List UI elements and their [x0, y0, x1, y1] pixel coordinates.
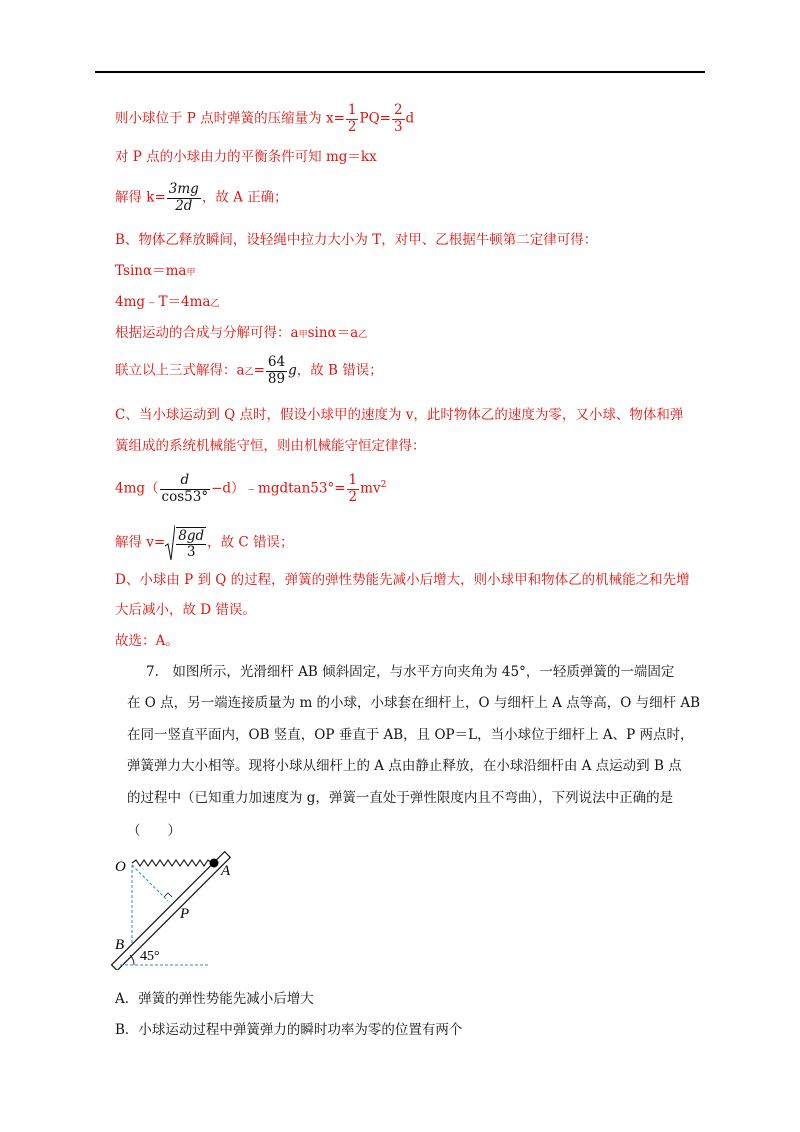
solution-line-9: C、当小球运动到 Q 点时，假设小球甲的速度为 v，此时物体乙的速度为零，又小球、物体和弹	[115, 407, 684, 423]
incline-figure	[110, 845, 240, 970]
text: ，故 A 正确；	[201, 189, 288, 206]
solution-line-12: 解得 v= $\frac{8gd}{3}$ ，故 C 错误；	[115, 524, 294, 562]
label-a: A	[221, 863, 231, 879]
label-b: B	[115, 937, 125, 953]
fraction: $\frac{2}{3}$	[393, 102, 403, 135]
spring	[132, 860, 212, 866]
solution-line-2: 对 P 点的小球由力的平衡条件可知 mg＝kx	[115, 149, 377, 165]
fraction: $\frac{d}{\cos 53^\circ}$	[161, 472, 209, 505]
ball	[210, 859, 219, 868]
option-a: A．弹簧的弹性势能先减小后增大	[115, 991, 314, 1007]
question-line-2: 在 O 点，另一端连接质量为 m 的小球，小球套在细杆上，O 与细杆上 A 点等高，O 与细杆 AB	[127, 695, 701, 711]
solution-line-14: 大后减小，故 D 错误。	[115, 602, 256, 618]
fraction: $\frac{64}{89}$	[267, 354, 286, 387]
fraction: $\frac{1}{2}$	[348, 472, 358, 505]
solution-line-5: Tsinα＝ma甲	[115, 263, 196, 279]
solution-line-4: B、物体乙释放瞬间，设轻绳中拉力大小为 T，对甲、乙根据牛顿第二定律可得：	[115, 232, 598, 248]
label-p: P	[180, 906, 190, 922]
solution-line-3	[115, 183, 288, 213]
rod	[112, 852, 231, 970]
text: 则小球位于 P 点时弹簧的压缩量为 x=	[115, 110, 345, 127]
question-line-4: 弹簧弹力大小相等。现将小球从细杆上的 A 点由静止释放，在小球沿细杆由 A 点运动到 B 点	[127, 758, 682, 774]
text: 解得 k=	[115, 189, 166, 206]
option-b: B．小球运动过程中弹簧弹力的瞬时功率为零的位置有两个	[115, 1022, 463, 1038]
fraction: $\frac{1}{2}$	[347, 102, 357, 135]
fraction: $\frac{8gd}{3}$	[178, 527, 205, 560]
right-angle-mark	[164, 893, 172, 897]
question-line-6: （ ）	[127, 823, 181, 839]
sqrt-sign	[165, 524, 175, 562]
solution-line-6: 4mg﹣T＝4ma乙	[115, 294, 220, 310]
question-line-3: 在同一竖直平面内，OB 竖直，OP 垂直于 AB，且 OP＝L，当小球位于细杆上 A、P 两点时，	[127, 727, 694, 743]
radical-icon	[165, 524, 175, 562]
solution-line-11: 4mg（ $\frac{d}{\cos 53^\circ}$ −d）﹣mgdtan53°= $\frac{1}{2}$ $mv^2$	[115, 472, 387, 505]
label-o: O	[115, 859, 126, 875]
text: d	[405, 110, 415, 127]
question-line-1: 7. 如图所示，光滑细杆 AB 倾斜固定，与水平方向夹角为 45°，一轻质弹簧的一端固定	[146, 664, 675, 680]
solution-line-7: 根据运动的合成与分解可得：a甲sinα＝a乙	[115, 325, 368, 341]
header-rule	[95, 71, 705, 73]
text: PQ=	[359, 110, 391, 127]
solution-line-1	[115, 104, 414, 134]
fraction: $\frac{3mg}{2d}$	[168, 181, 199, 214]
dashed-op	[132, 865, 168, 901]
question-line-5: 的过程中（已知重力加速度为 g，弹簧一直处于弹性限度内且不弯曲），下列说法中正确的是	[127, 790, 674, 806]
solution-line-10: 簧组成的系统机械能守恒，则由机械能守恒定律得：	[115, 438, 426, 454]
solution-line-8: 联立以上三式解得：a乙= $\frac{64}{89}$ g，故 B 错误；	[115, 354, 383, 387]
solution-line-13: D、小球由 P 到 Q 的过程，弹簧的弹性势能先减小后增大，则小球甲和物体乙的机械能之和先增	[115, 572, 690, 588]
label-angle: 45°	[140, 949, 160, 964]
solution-line-15: 故选：A。	[115, 633, 179, 649]
